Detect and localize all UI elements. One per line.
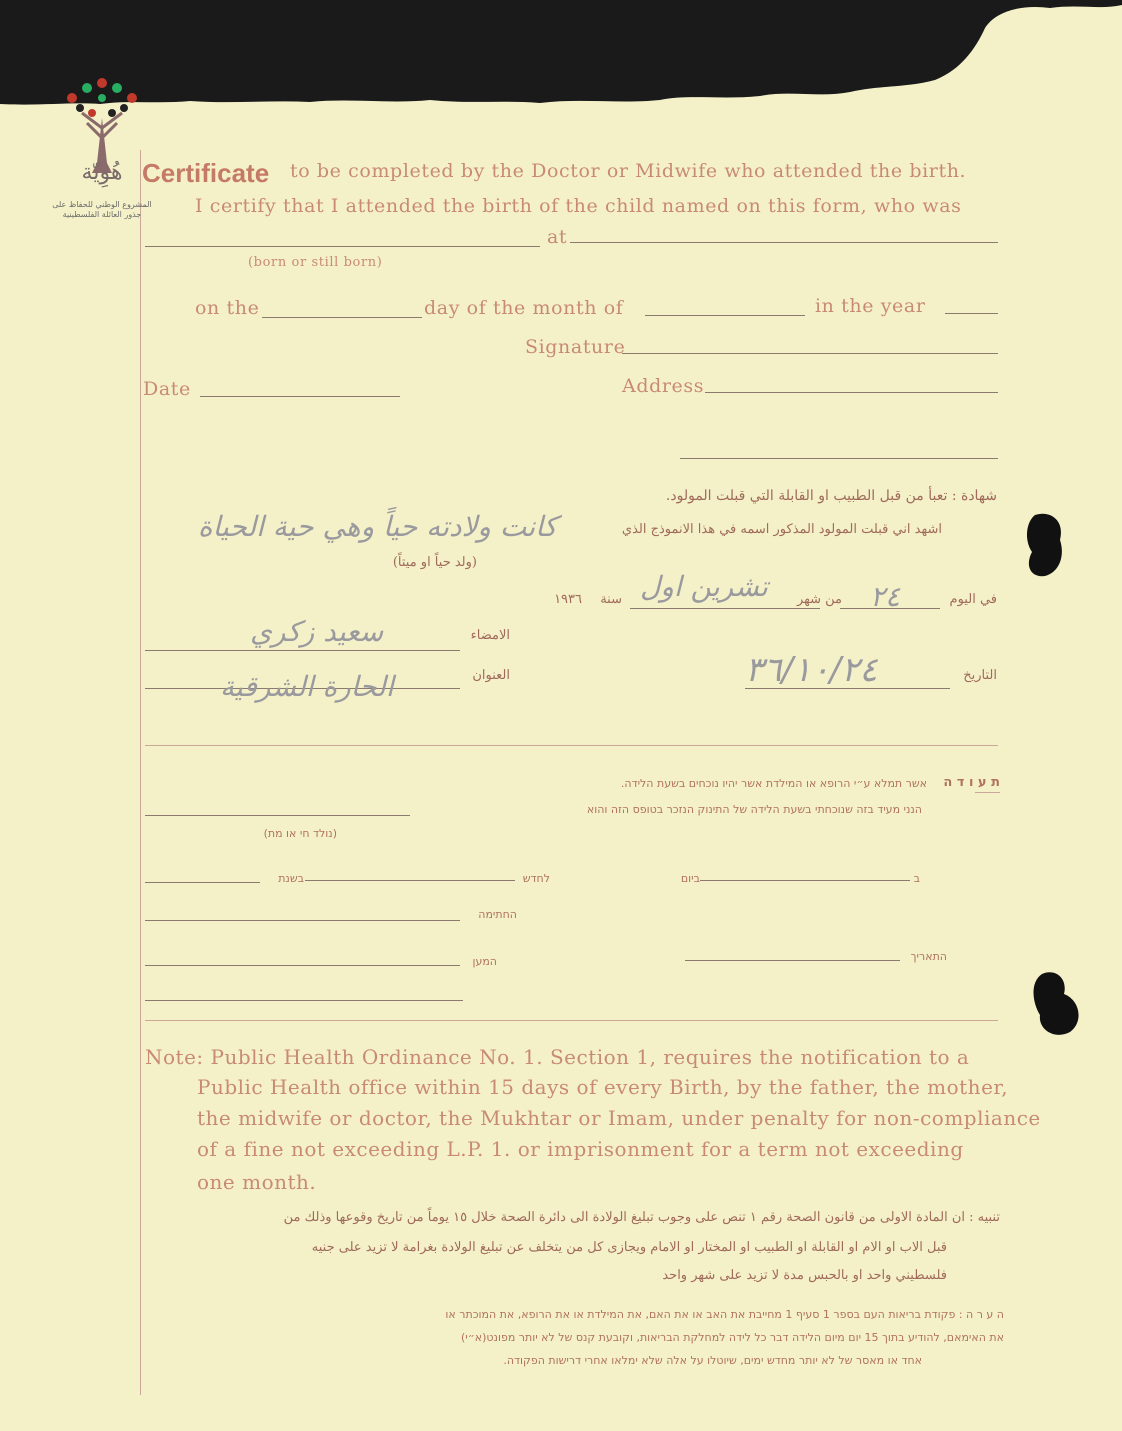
hebrew-month-field[interactable]	[305, 880, 515, 881]
note-line-4: of a fine not exceeding L.P. 1. or imprisonment for a term not exceeding	[197, 1137, 964, 1161]
arabic-date-label: التاريخ	[963, 668, 997, 683]
cert-line-1: to be completed by the Doctor or Midwife who attended the birth.	[290, 160, 967, 182]
margin-line	[140, 150, 141, 1395]
arabic-note-line-2: قبل الاب او الام او القابلة او الطبيب او المختار او الامام ويجازى كل من يتخلف عن تبليغ الولادة بغرامة لا تزيد على جنيه	[311, 1240, 947, 1255]
arabic-signature-field[interactable]	[145, 650, 460, 651]
arabic-note-line-3: فلسطيني واحد او بالحبس مدة لا تزيد على شهر واحد	[662, 1268, 947, 1283]
arabic-signature-label: الامضاء	[470, 628, 510, 643]
at-label: at	[547, 226, 568, 248]
date-field[interactable]	[200, 396, 400, 397]
arabic-address-label: العنوان	[472, 668, 510, 683]
handwritten-date: ٣٦/١٠/٢٤	[745, 650, 878, 690]
hebrew-cert-line-1: הנני מעיד בזה שנוכחתי בשעת הלידה של התינוק הנזכר בטופס הזה והוא	[586, 803, 922, 816]
on-the-label: on the	[195, 297, 260, 319]
born-status-field[interactable]	[145, 246, 540, 247]
arabic-note-line-1: تنبيه : ان المادة الاولى من قانون الصحة رقم ١ تنص على وجوب تبليغ الولادة الى دائرة الصحة خلال ١٥ يوماً من تاريخ وقوعها وذلك من	[283, 1210, 1000, 1225]
divider	[145, 745, 998, 746]
hebrew-date-field[interactable]	[685, 960, 900, 961]
born-hint: (born or still born)	[248, 255, 383, 270]
hebrew-year-label: בשנת	[278, 872, 304, 885]
hebrew-be-label: ב	[913, 872, 920, 885]
arabic-day-label: في اليوم	[949, 592, 997, 607]
date-label: Date	[143, 378, 191, 400]
note-line-3: the midwife or doctor, the Mukhtar or Imam, under penalty for non-compliance	[197, 1106, 1041, 1130]
hebrew-note-line-2: את האימאם, להודיע בתוך 15 יום מיום הלידה דבר כל לידה למחלקת הבריאות, וקובעת קנס של לא יותר מפונט(א״י)	[460, 1331, 1004, 1344]
day-of-month-label: day of the month of	[424, 297, 624, 319]
cert-line-2: I certify that I attended the birth of the child named on this form, who was	[195, 195, 962, 217]
arabic-cert-heading: شهادة : تعبأ من قبل الطبيب او القابلة التي قبلت المولود.	[665, 488, 997, 504]
arabic-month-field[interactable]	[630, 608, 820, 609]
arabic-cert-line-1: اشهد اني قبلت المولود المذكور اسمه في هذا الانموذج الذي	[621, 522, 942, 537]
punch-hole-icon	[1020, 510, 1070, 580]
hebrew-born-field[interactable]	[145, 815, 410, 816]
hebrew-cert-label: ת ע ו ד ה	[943, 775, 1000, 790]
note-line-1: Note: Public Health Ordinance No. 1. Section 1, requires the notification to a	[145, 1045, 970, 1069]
logo-caption: المشروع الوطني للحفاظ على جذور العائلة الفلسطينية	[52, 200, 152, 219]
hebrew-cert-heading: אשר תמלא ע״י הרופא או המילדת אשר יהיו נוכחים בשעת הלידה.	[620, 777, 927, 790]
arabic-year-label: سنة	[600, 592, 622, 607]
signature-field[interactable]	[622, 353, 998, 354]
torn-edge	[0, 0, 1122, 140]
day-field[interactable]	[262, 317, 422, 318]
hebrew-born-hint: (נולד חי או מת)	[263, 827, 337, 840]
hebrew-signature-label: החתימה	[478, 908, 517, 921]
hebrew-year-field[interactable]	[145, 882, 260, 883]
place-field[interactable]	[570, 242, 998, 243]
hebrew-date-label: התאריך	[910, 950, 947, 963]
year-field[interactable]	[945, 313, 998, 314]
punch-hole-icon-2	[1030, 970, 1085, 1040]
address-label: Address	[622, 375, 705, 397]
hebrew-note-line-1: ה ע ר ה : פקודת בריאות העם בספר 1 סעיף 1 מחייבת את האב או את האם, את המילדת או את הרופא, את המוכתר או	[445, 1308, 1004, 1321]
handwritten-born-status: كانت ولادته حياً وهي حية الحياة	[197, 510, 557, 543]
hebrew-note-line-3: אחד או מאסר של לא יותר מחדש ימים, שיוטלו על אלה שלא ימלאו אחרי דרישות הפקודה.	[503, 1354, 922, 1367]
arabic-born-hint: (ولد حياً او ميتاً)	[392, 555, 477, 570]
hebrew-month-label: לחדש	[522, 872, 550, 885]
in-the-year-label: in the year	[815, 295, 926, 317]
address-field-2[interactable]	[680, 458, 998, 459]
hebrew-day-field[interactable]	[700, 880, 910, 881]
hebrew-address-field[interactable]	[145, 965, 460, 966]
signature-label: Signature	[525, 336, 626, 358]
handwritten-month: تشرين اول	[640, 570, 768, 603]
hebrew-address-field-2[interactable]	[145, 1000, 463, 1001]
note-line-5: one month.	[197, 1170, 317, 1194]
address-field[interactable]	[705, 392, 998, 393]
certificate-title: Certificate	[142, 158, 270, 188]
hebrew-day-label: ביום	[680, 872, 700, 885]
handwritten-day: ٢٤	[870, 580, 901, 613]
hebrew-address-label: המען	[472, 955, 497, 968]
hebrew-signature-field[interactable]	[145, 920, 460, 921]
arabic-month-label: من شهر	[796, 592, 842, 607]
divider-2	[145, 1020, 998, 1021]
arabic-year-value: ١٩٣٦	[554, 592, 582, 607]
handwritten-address: الحارة الشرقية	[220, 670, 394, 703]
logo-name: هُوِيّة	[81, 160, 123, 185]
handwritten-signature: سعيد زكري	[250, 615, 384, 648]
note-line-2: Public Health office within 15 days of every Birth, by the father, the mother,	[197, 1075, 1009, 1099]
underline	[975, 792, 1000, 793]
month-field[interactable]	[645, 315, 805, 316]
